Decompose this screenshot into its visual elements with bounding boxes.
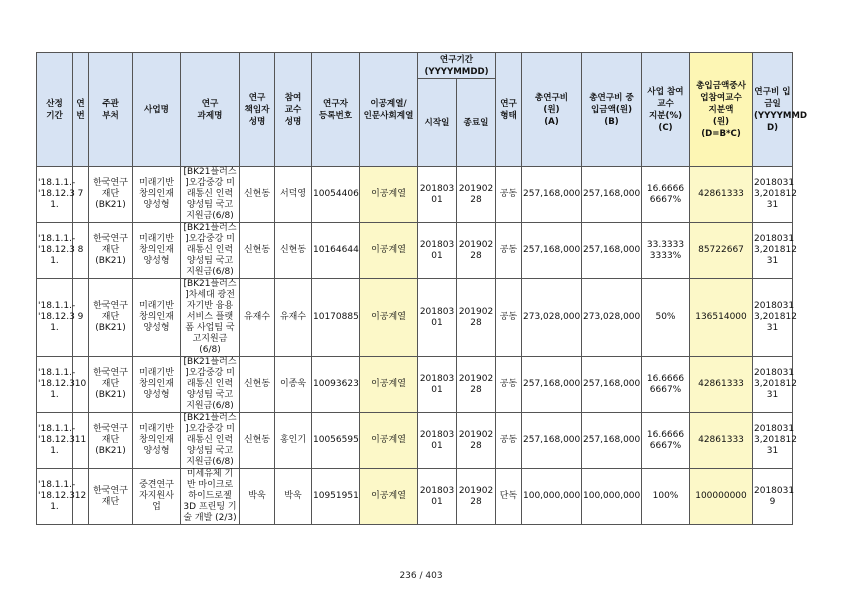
cell-share: 50%: [642, 279, 690, 357]
cell-total: 100,000,000: [522, 469, 582, 525]
cell-program: 미래기반 창의인재 양성형: [133, 223, 181, 279]
cell-amount: 136514000: [690, 279, 753, 357]
cell-program: 미래기반 창의인재 양성형: [133, 357, 181, 413]
cell-amount: 100000000: [690, 469, 753, 525]
cell-start: 201803 01: [418, 223, 457, 279]
cell-participant: 서덕영: [275, 167, 312, 223]
header-project: 연구 과제명: [181, 53, 240, 167]
table-row: [37, 167, 793, 223]
cell-dept: 한국연구 재단 (BK21): [89, 279, 133, 357]
header-income: 총연구비 중 입금액(원) (B): [582, 53, 642, 167]
cell-participant: 박욱: [275, 469, 312, 525]
header-total: 총연구비 (원) (A): [522, 53, 582, 167]
header-duration: 연구기간 (YYYYMMDD): [418, 53, 496, 79]
header-amount: 총입금액중사 업참여교수 지분액 (원) (D=B*C): [690, 53, 753, 167]
cell-seq: 12: [73, 469, 89, 525]
cell-reg-no: 10164644: [312, 223, 360, 279]
cell-reg-no: 10093623: [312, 357, 360, 413]
header-dept: 주관 부처: [89, 53, 133, 167]
cell-end: 201902 28: [457, 469, 496, 525]
header-field: 이공계열/ 인문사회계열: [360, 53, 418, 167]
cell-type: 공동: [496, 223, 522, 279]
cell-reg-no: 10056595: [312, 413, 360, 469]
cell-start: 201803 01: [418, 469, 457, 525]
cell-deposit: 2018031 3,201812 31: [753, 413, 793, 469]
cell-income: 257,168,000: [582, 413, 642, 469]
cell-start: 201803 01: [418, 279, 457, 357]
cell-income: 257,168,000: [582, 223, 642, 279]
cell-pi: 유재수: [240, 279, 275, 357]
header-participant: 참여 교수 성명: [275, 53, 312, 167]
cell-dept: 한국연구 재단 (BK21): [89, 357, 133, 413]
cell-dept: 한국연구 재단: [89, 469, 133, 525]
cell-project: [BK21플러스 ]차세대 광전 자기반 융용 서비스 플랫 폼 사업팀 국 고지원금 (6/8): [181, 279, 240, 357]
table-row: [37, 469, 793, 525]
cell-period: '18.1.1.- '18.12.3 1.: [37, 357, 73, 413]
cell-program: 중견연구 자지원사 업: [133, 469, 181, 525]
cell-share: 33.3333 3333%: [642, 223, 690, 279]
cell-end: 201902 28: [457, 167, 496, 223]
cell-reg-no: 10170885: [312, 279, 360, 357]
cell-deposit: 2018031 3,201812 31: [753, 167, 793, 223]
cell-program: 미래기반 창의인재 양성형: [133, 167, 181, 223]
table-row: [37, 279, 793, 357]
cell-type: 공동: [496, 279, 522, 357]
cell-pi: 신현동: [240, 357, 275, 413]
cell-reg-no: 10054406: [312, 167, 360, 223]
header-reg-no: 연구자 등록번호: [312, 53, 360, 167]
cell-share: 100%: [642, 469, 690, 525]
cell-total: 273,028,000: [522, 279, 582, 357]
cell-dept: 한국연구 재단 (BK21): [89, 223, 133, 279]
cell-field: 이공계열: [360, 223, 418, 279]
table-row: [37, 413, 793, 469]
cell-amount: 42861333: [690, 167, 753, 223]
cell-participant: 홍인기: [275, 413, 312, 469]
cell-pi: 신현동: [240, 413, 275, 469]
cell-dept: 한국연구 재단 (BK21): [89, 413, 133, 469]
cell-program: 미래기반 창의인재 양성형: [133, 279, 181, 357]
cell-deposit: 2018031 3,201812 31: [753, 223, 793, 279]
table-row: [37, 357, 793, 413]
cell-pi: 신현동: [240, 167, 275, 223]
cell-period: '18.1.1.- '18.12.3 1.: [37, 279, 73, 357]
table-row: [37, 223, 793, 279]
cell-field: 이공계열: [360, 279, 418, 357]
cell-project: [BK21플러스 ]오감중강 미 래통신 인력 양성팀 국고 지원금(6/8): [181, 223, 240, 279]
cell-participant: 이종욱: [275, 357, 312, 413]
cell-period: '18.1.1.- '18.12.3 1.: [37, 223, 73, 279]
cell-project: [BK21플러스 ]오감중강 미 래통신 인력 양성팀 국고 지원금(6/8): [181, 167, 240, 223]
cell-start: 201803 01: [418, 413, 457, 469]
header-end: 종료일: [457, 79, 496, 167]
cell-deposit: 2018031 3,201812 31: [753, 279, 793, 357]
header-type: 연구 형태: [496, 53, 522, 167]
header-period: 산정 기간: [37, 53, 73, 167]
cell-field: 이공계열: [360, 469, 418, 525]
cell-share: 16.6666 6667%: [642, 413, 690, 469]
research-funding-table: [36, 52, 808, 525]
cell-income: 100,000,000: [582, 469, 642, 525]
cell-start: 201803 01: [418, 357, 457, 413]
cell-seq: 11: [73, 413, 89, 469]
cell-project: [BK21플러스 ]오감중강 미 래통신 인력 양성팀 국고 지원금(6/8): [181, 413, 240, 469]
cell-seq: 10: [73, 357, 89, 413]
cell-reg-no: 10951951: [312, 469, 360, 525]
cell-period: '18.1.1.- '18.12.3 1.: [37, 167, 73, 223]
cell-type: 공동: [496, 167, 522, 223]
cell-field: 이공계열: [360, 167, 418, 223]
cell-start: 201803 01: [418, 167, 457, 223]
header-share: 사업 참여 교수 지분(%) (C): [642, 53, 690, 167]
cell-type: 공동: [496, 357, 522, 413]
cell-type: 공동: [496, 413, 522, 469]
header-seq: 연 번: [73, 53, 89, 167]
cell-income: 257,168,000: [582, 167, 642, 223]
cell-total: 257,168,000: [522, 357, 582, 413]
cell-type: 단독: [496, 469, 522, 525]
cell-total: 257,168,000: [522, 413, 582, 469]
cell-seq: 8: [73, 223, 89, 279]
cell-dept: 한국연구 재단 (BK21): [89, 167, 133, 223]
cell-amount: 42861333: [690, 413, 753, 469]
cell-project: 미세유체 기 반 마이크로 하이드로젤 3D 프린팅 기 술 개발 (2/3): [181, 469, 240, 525]
cell-amount: 42861333: [690, 357, 753, 413]
page-number: 236 / 403: [399, 571, 443, 581]
cell-participant: 신현동: [275, 223, 312, 279]
cell-income: 257,168,000: [582, 357, 642, 413]
cell-share: 16.6666 6667%: [642, 357, 690, 413]
header-program: 사업명: [133, 53, 181, 167]
cell-deposit: 2018031 3,201812 31: [753, 357, 793, 413]
cell-project: [BK21플러스 ]오감중강 미 래통신 인력 양성팀 국고 지원금(6/8): [181, 357, 240, 413]
cell-amount: 85722667: [690, 223, 753, 279]
cell-field: 이공계열: [360, 357, 418, 413]
cell-pi: 신현동: [240, 223, 275, 279]
cell-end: 201902 28: [457, 413, 496, 469]
header-pi: 연구 책임자 성명: [240, 53, 275, 167]
table-body: [37, 167, 797, 525]
cell-field: 이공계열: [360, 413, 418, 469]
header-start: 시작일: [418, 79, 457, 167]
cell-deposit: 2018031 9: [753, 469, 793, 525]
cell-program: 미래기반 창의인재 양성형: [133, 413, 181, 469]
cell-participant: 유재수: [275, 279, 312, 357]
cell-income: 273,028,000: [582, 279, 642, 357]
cell-end: 201902 28: [457, 357, 496, 413]
cell-total: 257,168,000: [522, 223, 582, 279]
cell-share: 16.6666 6667%: [642, 167, 690, 223]
header-deposit: 연구비 입 금일 (YYYYMMD D): [753, 53, 793, 167]
cell-seq: 7: [73, 167, 89, 223]
cell-end: 201902 28: [457, 279, 496, 357]
cell-seq: 9: [73, 279, 89, 357]
cell-pi: 박욱: [240, 469, 275, 525]
cell-period: '18.1.1.- '18.12.3 1.: [37, 413, 73, 469]
cell-period: '18.1.1.- '18.12.3 1.: [37, 469, 73, 525]
cell-end: 201902 28: [457, 223, 496, 279]
cell-total: 257,168,000: [522, 167, 582, 223]
